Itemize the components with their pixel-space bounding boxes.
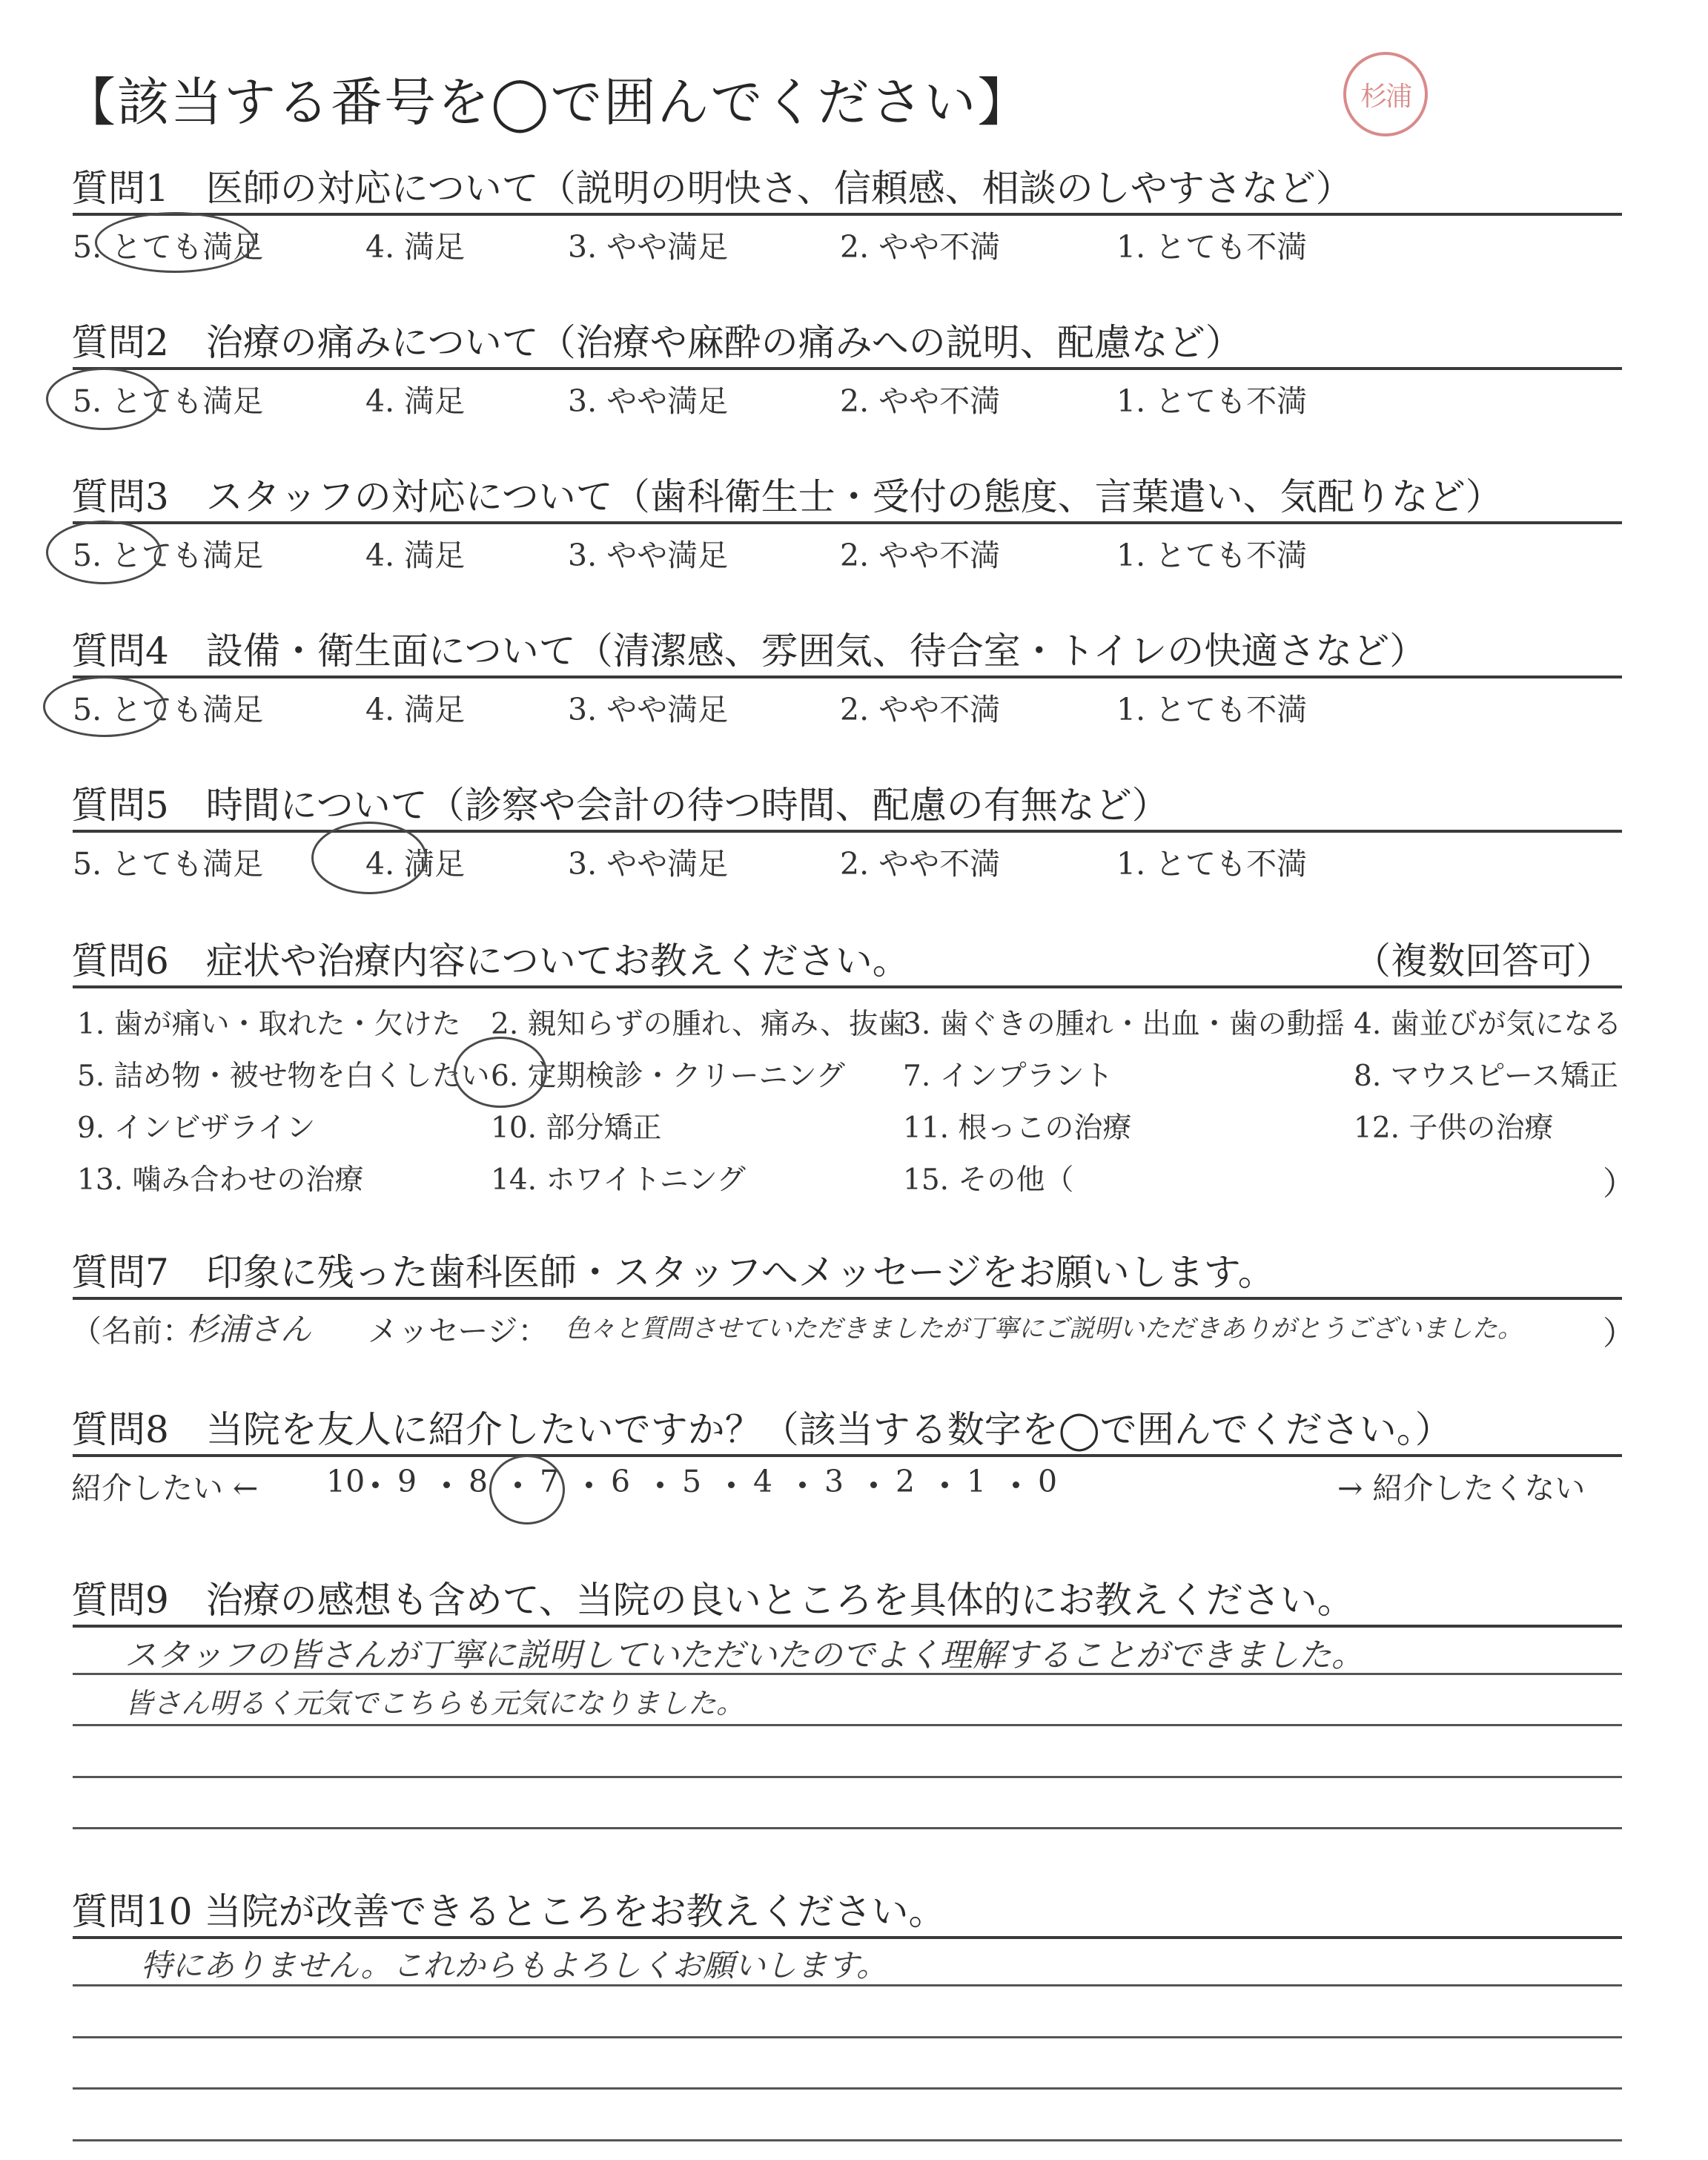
q4-selection-circle [43, 676, 166, 737]
q3-option-3[interactable]: 3. やや満足 [568, 538, 729, 573]
q8-scale-option-4[interactable]: 4 [753, 1464, 773, 1499]
q3-option-2[interactable]: 2. やや不満 [840, 538, 1001, 573]
question-6-title: 質問6 症状や治療内容についてお教えください。 [71, 939, 910, 982]
seal-stamp: 杉浦 [1343, 52, 1428, 136]
q8-scale-option-6[interactable]: 6 [611, 1464, 631, 1499]
q5-option-2[interactable]: 2. やや不満 [840, 846, 1001, 882]
q5-option-4[interactable]: 4. 満足 [365, 846, 466, 882]
q6-option-8[interactable]: 8. マウスピース矯正 [1354, 1060, 1618, 1093]
q8-scale-option-8[interactable]: 8 [469, 1464, 489, 1499]
q1-option-2[interactable]: 2. やや不満 [840, 229, 1001, 265]
q6-option-1[interactable]: 1. 歯が痛い・取れた・欠けた [77, 1008, 461, 1041]
q1-option-1[interactable]: 1. とても不満 [1116, 229, 1308, 265]
q6-option-10[interactable]: 10. 部分矯正 [491, 1112, 662, 1145]
q4-option-1[interactable]: 1. とても不満 [1116, 692, 1308, 727]
q5-option-3[interactable]: 3. やや満足 [568, 846, 729, 882]
q1-option-4[interactable]: 4. 満足 [365, 229, 466, 265]
q5-selection-circle [311, 822, 427, 894]
q9-answer-line-2[interactable]: 皆さん明るく元気でこちらも元気になりました。 [125, 1687, 745, 1720]
q8-scale-separator-dot [586, 1482, 592, 1488]
form-title: 【該当する番号を◯で囲んでください】 [64, 72, 1031, 133]
q8-scale-separator-dot [941, 1482, 948, 1488]
question-8-title: 質問8 当院を友人に紹介したいですか？（該当する数字を◯で囲んでください。） [71, 1408, 1452, 1451]
q7-name-label: （名前： [71, 1313, 193, 1349]
q5-option-1[interactable]: 1. とても不満 [1116, 846, 1308, 882]
q8-scale-separator-dot [870, 1482, 877, 1488]
q8-scale-option-2[interactable]: 2 [896, 1464, 916, 1499]
q2-option-4[interactable]: 4. 満足 [365, 383, 466, 419]
q9-answer-line-1[interactable]: スタッフの皆さんが丁寧に説明していただいたのでよく理解することができました。 [125, 1636, 1364, 1674]
q8-left-label: 紹介したい ← [71, 1470, 259, 1506]
q8-right-label: → 紹介したくない [1337, 1470, 1586, 1506]
q8-scale-separator-dot [799, 1482, 806, 1488]
q7-message-label: メッセージ： [368, 1313, 549, 1349]
q3-option-1[interactable]: 1. とても不満 [1116, 538, 1308, 573]
q6-other-close-paren: ） [1603, 1165, 1635, 1203]
question-10-title: 質問10 当院が改善できるところをお教えください。 [71, 1890, 946, 1933]
q2-option-1[interactable]: 1. とても不満 [1116, 383, 1308, 419]
q4-option-5[interactable]: 5. とても満足 [73, 692, 264, 727]
q1-selection-circle [95, 212, 255, 273]
q6-selection-circle [454, 1037, 547, 1108]
q5-option-5[interactable]: 5. とても満足 [73, 846, 264, 882]
q7-close-paren: ） [1603, 1315, 1635, 1353]
q6-option-7[interactable]: 7. インプラント [903, 1060, 1113, 1093]
q6-option-6[interactable]: 6. 定期検診・クリーニング [491, 1060, 845, 1093]
q7-name-value[interactable]: 杉浦さん [187, 1311, 312, 1347]
q6-option-14[interactable]: 14. ホワイトニング [491, 1163, 746, 1197]
question-3-title: 質問3 スタッフの対応について（歯科衛生士・受付の態度、言葉遣い、気配りなど） [71, 475, 1503, 518]
q1-option-5[interactable]: 5. とても満足 [73, 229, 264, 265]
q6-option-12[interactable]: 12. 子供の治療 [1354, 1112, 1554, 1145]
q1-option-3[interactable]: 3. やや満足 [568, 229, 729, 265]
q8-scale-separator-dot [443, 1482, 450, 1488]
q2-option-2[interactable]: 2. やや不満 [840, 383, 1001, 419]
q4-option-3[interactable]: 3. やや満足 [568, 692, 729, 727]
q8-scale-option-1[interactable]: 1 [967, 1464, 987, 1499]
question-7-title: 質問7 印象に残った歯科医師・スタッフへメッセージをお願いします。 [71, 1251, 1275, 1294]
q4-option-2[interactable]: 2. やや不満 [840, 692, 1001, 727]
q8-scale-option-7[interactable]: 7 [540, 1464, 560, 1499]
question-9-title: 質問9 治療の感想も含めて、当院の良いところを具体的にお教えください。 [71, 1579, 1354, 1622]
q6-option-5[interactable]: 5. 詰め物・被せ物を白くしたい [77, 1060, 490, 1093]
q3-selection-circle [46, 521, 162, 584]
q8-scale-option-3[interactable]: 3 [824, 1464, 844, 1499]
q3-option-5[interactable]: 5. とても満足 [73, 538, 264, 573]
q2-selection-circle [46, 368, 162, 430]
q6-option-13[interactable]: 13. 噛み合わせの治療 [77, 1163, 364, 1197]
q6-option-11[interactable]: 11. 根っこの治療 [903, 1112, 1132, 1145]
q3-option-4[interactable]: 4. 満足 [365, 538, 466, 573]
q7-message-value[interactable]: 色々と質問させていただきましたが丁寧にご説明いただきありがとうございました。 [565, 1314, 1523, 1344]
q6-option-3[interactable]: 3. 歯ぐきの腫れ・出血・歯の動揺 [903, 1008, 1345, 1041]
q8-scale-option-9[interactable]: 9 [397, 1464, 417, 1499]
q8-selection-circle [489, 1455, 565, 1525]
q8-scale-separator-dot [657, 1482, 663, 1488]
q2-option-3[interactable]: 3. やや満足 [568, 383, 729, 419]
q8-scale-separator-dot [1013, 1482, 1019, 1488]
q8-scale-option-5[interactable]: 5 [682, 1464, 702, 1499]
q8-scale-option-10[interactable]: 10 [326, 1464, 365, 1499]
q8-scale-separator-dot [372, 1482, 379, 1488]
q6-option-15[interactable]: 15. その他（ [903, 1163, 1074, 1197]
q4-option-4[interactable]: 4. 満足 [365, 692, 466, 727]
question-4-title: 質問4 設備・衛生面について（清潔感、雰囲気、待合室・トイレの快適さなど） [71, 630, 1427, 673]
question-1-title: 質問1 医師の対応について（説明の明快さ、信頼感、相談のしやすさなど） [71, 167, 1353, 210]
question-6-note: （複数回答可） [1354, 939, 1613, 982]
q6-option-9[interactable]: 9. インビザライン [77, 1112, 316, 1145]
question-2-title: 質問2 治療の痛みについて（治療や麻酔の痛みへの説明、配慮など） [71, 321, 1242, 364]
q6-option-4[interactable]: 4. 歯並びが気になる [1354, 1008, 1622, 1041]
q6-option-2[interactable]: 2. 親知らずの腫れ、痛み、抜歯 [491, 1008, 907, 1041]
q8-scale-option-0[interactable]: 0 [1038, 1464, 1058, 1499]
q8-scale-separator-dot [728, 1482, 735, 1488]
question-5-title: 質問5 時間について（診察や会計の待つ時間、配慮の有無など） [71, 784, 1169, 827]
q2-option-5[interactable]: 5. とても満足 [73, 383, 264, 419]
q10-answer-line-1[interactable]: 特にありません。これからもよろしくお願いします。 [141, 1947, 888, 1984]
